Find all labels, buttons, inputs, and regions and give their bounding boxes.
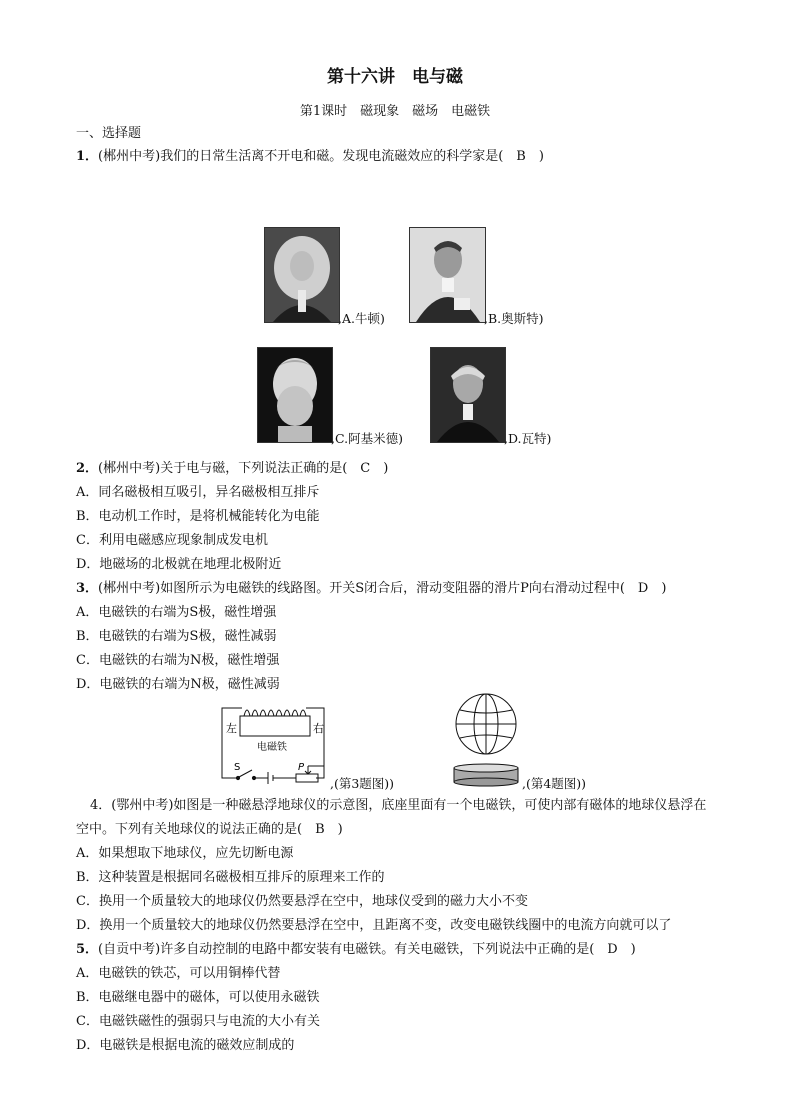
coil-winding <box>244 710 306 716</box>
question-2-option-d: D．地磁场的北极就在地理北极附近 <box>76 557 282 572</box>
levitating-globe-diagram <box>450 690 522 790</box>
question-4-option-c: C．换用一个质量较大的地球仪仍然要悬浮在空中，地球仪受到的磁力大小不变 <box>76 894 528 909</box>
right-end-label: 右 <box>313 722 324 735</box>
question-4-option-b: B．这种装置是根据同名磁极相互排斥的原理来工作的 <box>76 870 385 885</box>
question-1-number: 1． <box>76 149 99 164</box>
page-subtitle: 第1课时 磁现象 磁场 电磁铁 <box>299 104 491 119</box>
question-3-text: (郴州中考)如图所示为电磁铁的线路图。开关S闭合后，滑动变阻器的滑片P向右滑动过程中( D ) <box>98 581 667 596</box>
switch-label: S <box>234 762 241 773</box>
switch-lever <box>239 770 252 777</box>
question-2-text: (郴州中考)关于电与磁，下列说法正确的是( C ) <box>98 461 389 476</box>
question-5 <box>76 941 636 959</box>
electromagnet-core <box>240 716 310 736</box>
question-1 <box>76 148 544 166</box>
question-5-option-c: C．电磁铁磁性的强弱只与电流的大小有关 <box>76 1014 320 1029</box>
question-5-option-a: A．电磁铁的铁芯，可以用铜棒代替 <box>76 966 281 981</box>
question-4-number: 4． <box>90 798 112 813</box>
page-title: 第十六讲 电与磁 <box>327 67 463 87</box>
question-3-option-b: B．电磁铁的右端为S极，磁性减弱 <box>76 629 277 644</box>
slider-label: P <box>298 762 305 773</box>
rheostat <box>296 774 318 782</box>
figure-3-caption: ,(第3题图)) <box>330 776 395 791</box>
question-3-option-a: A．电磁铁的右端为S极，磁性增强 <box>76 605 277 620</box>
question-2-option-b: B．电动机工作时，是将机械能转化为电能 <box>76 509 320 524</box>
question-4 <box>90 797 706 815</box>
question-5-text: (自贡中考)许多自动控制的电路中都安装有电磁铁。有关电磁铁，下列说法中正确的是( D ) <box>98 942 636 957</box>
question-2-number: 2． <box>76 461 99 476</box>
question-4-text-line2: 空中。下列有关地球仪的说法正确的是( B ) <box>76 822 343 837</box>
portrait-oersted-image <box>409 227 486 323</box>
question-5-option-d: D．电磁铁是根据电流的磁效应制成的 <box>76 1038 295 1053</box>
question-5-number: 5． <box>76 942 99 957</box>
portrait-watt-image <box>430 347 506 443</box>
option-c-caption: ,C.阿基米德) <box>331 431 403 446</box>
question-5-option-b: B．电磁继电器中的磁体，可以使用永磁铁 <box>76 990 320 1005</box>
section-heading: 一、选择题 <box>76 126 142 141</box>
core-label: 电磁铁 <box>257 742 287 753</box>
question-3-option-c: C．电磁铁的右端为N极，磁性增强 <box>76 653 280 668</box>
question-3-number: 3． <box>76 581 99 596</box>
left-end-label: 左 <box>226 722 237 735</box>
option-b-caption: ,B.奥斯特) <box>484 311 544 326</box>
globe-base <box>454 764 518 786</box>
option-a-caption: ,A.牛顿) <box>338 311 385 326</box>
question-3 <box>76 580 666 598</box>
question-4-option-d: D．换用一个质量较大的地球仪仍然要悬浮在空中，且距离不变，改变电磁铁线圈中的电流方向就可以了 <box>76 918 672 933</box>
question-4-option-a: A．如果想取下地球仪，应先切断电源 <box>76 846 294 861</box>
portrait-newton-image <box>264 227 340 323</box>
electromagnet-circuit-diagram <box>218 696 330 786</box>
question-4-text-line1: (鄂州中考)如图是一种磁悬浮地球仪的示意图，底座里面有一个电磁铁，可使内部有磁体的地球仪悬浮在 <box>111 798 707 813</box>
option-d-caption: ,D.瓦特) <box>504 431 552 446</box>
question-2-option-c: C．利用电磁感应现象制成发电机 <box>76 533 268 548</box>
question-2-option-a: A．同名磁极相互吸引，异名磁极相互排斥 <box>76 485 320 500</box>
question-2 <box>76 460 388 478</box>
question-3-option-d: D．电磁铁的右端为N极，磁性减弱 <box>76 677 280 692</box>
figure-4-caption: ,(第4题图)) <box>522 776 587 791</box>
portrait-archimedes-image <box>257 347 333 443</box>
question-1-text: (郴州中考)我们的日常生活离不开电和磁。发现电流磁效应的科学家是( B ) <box>98 149 544 164</box>
